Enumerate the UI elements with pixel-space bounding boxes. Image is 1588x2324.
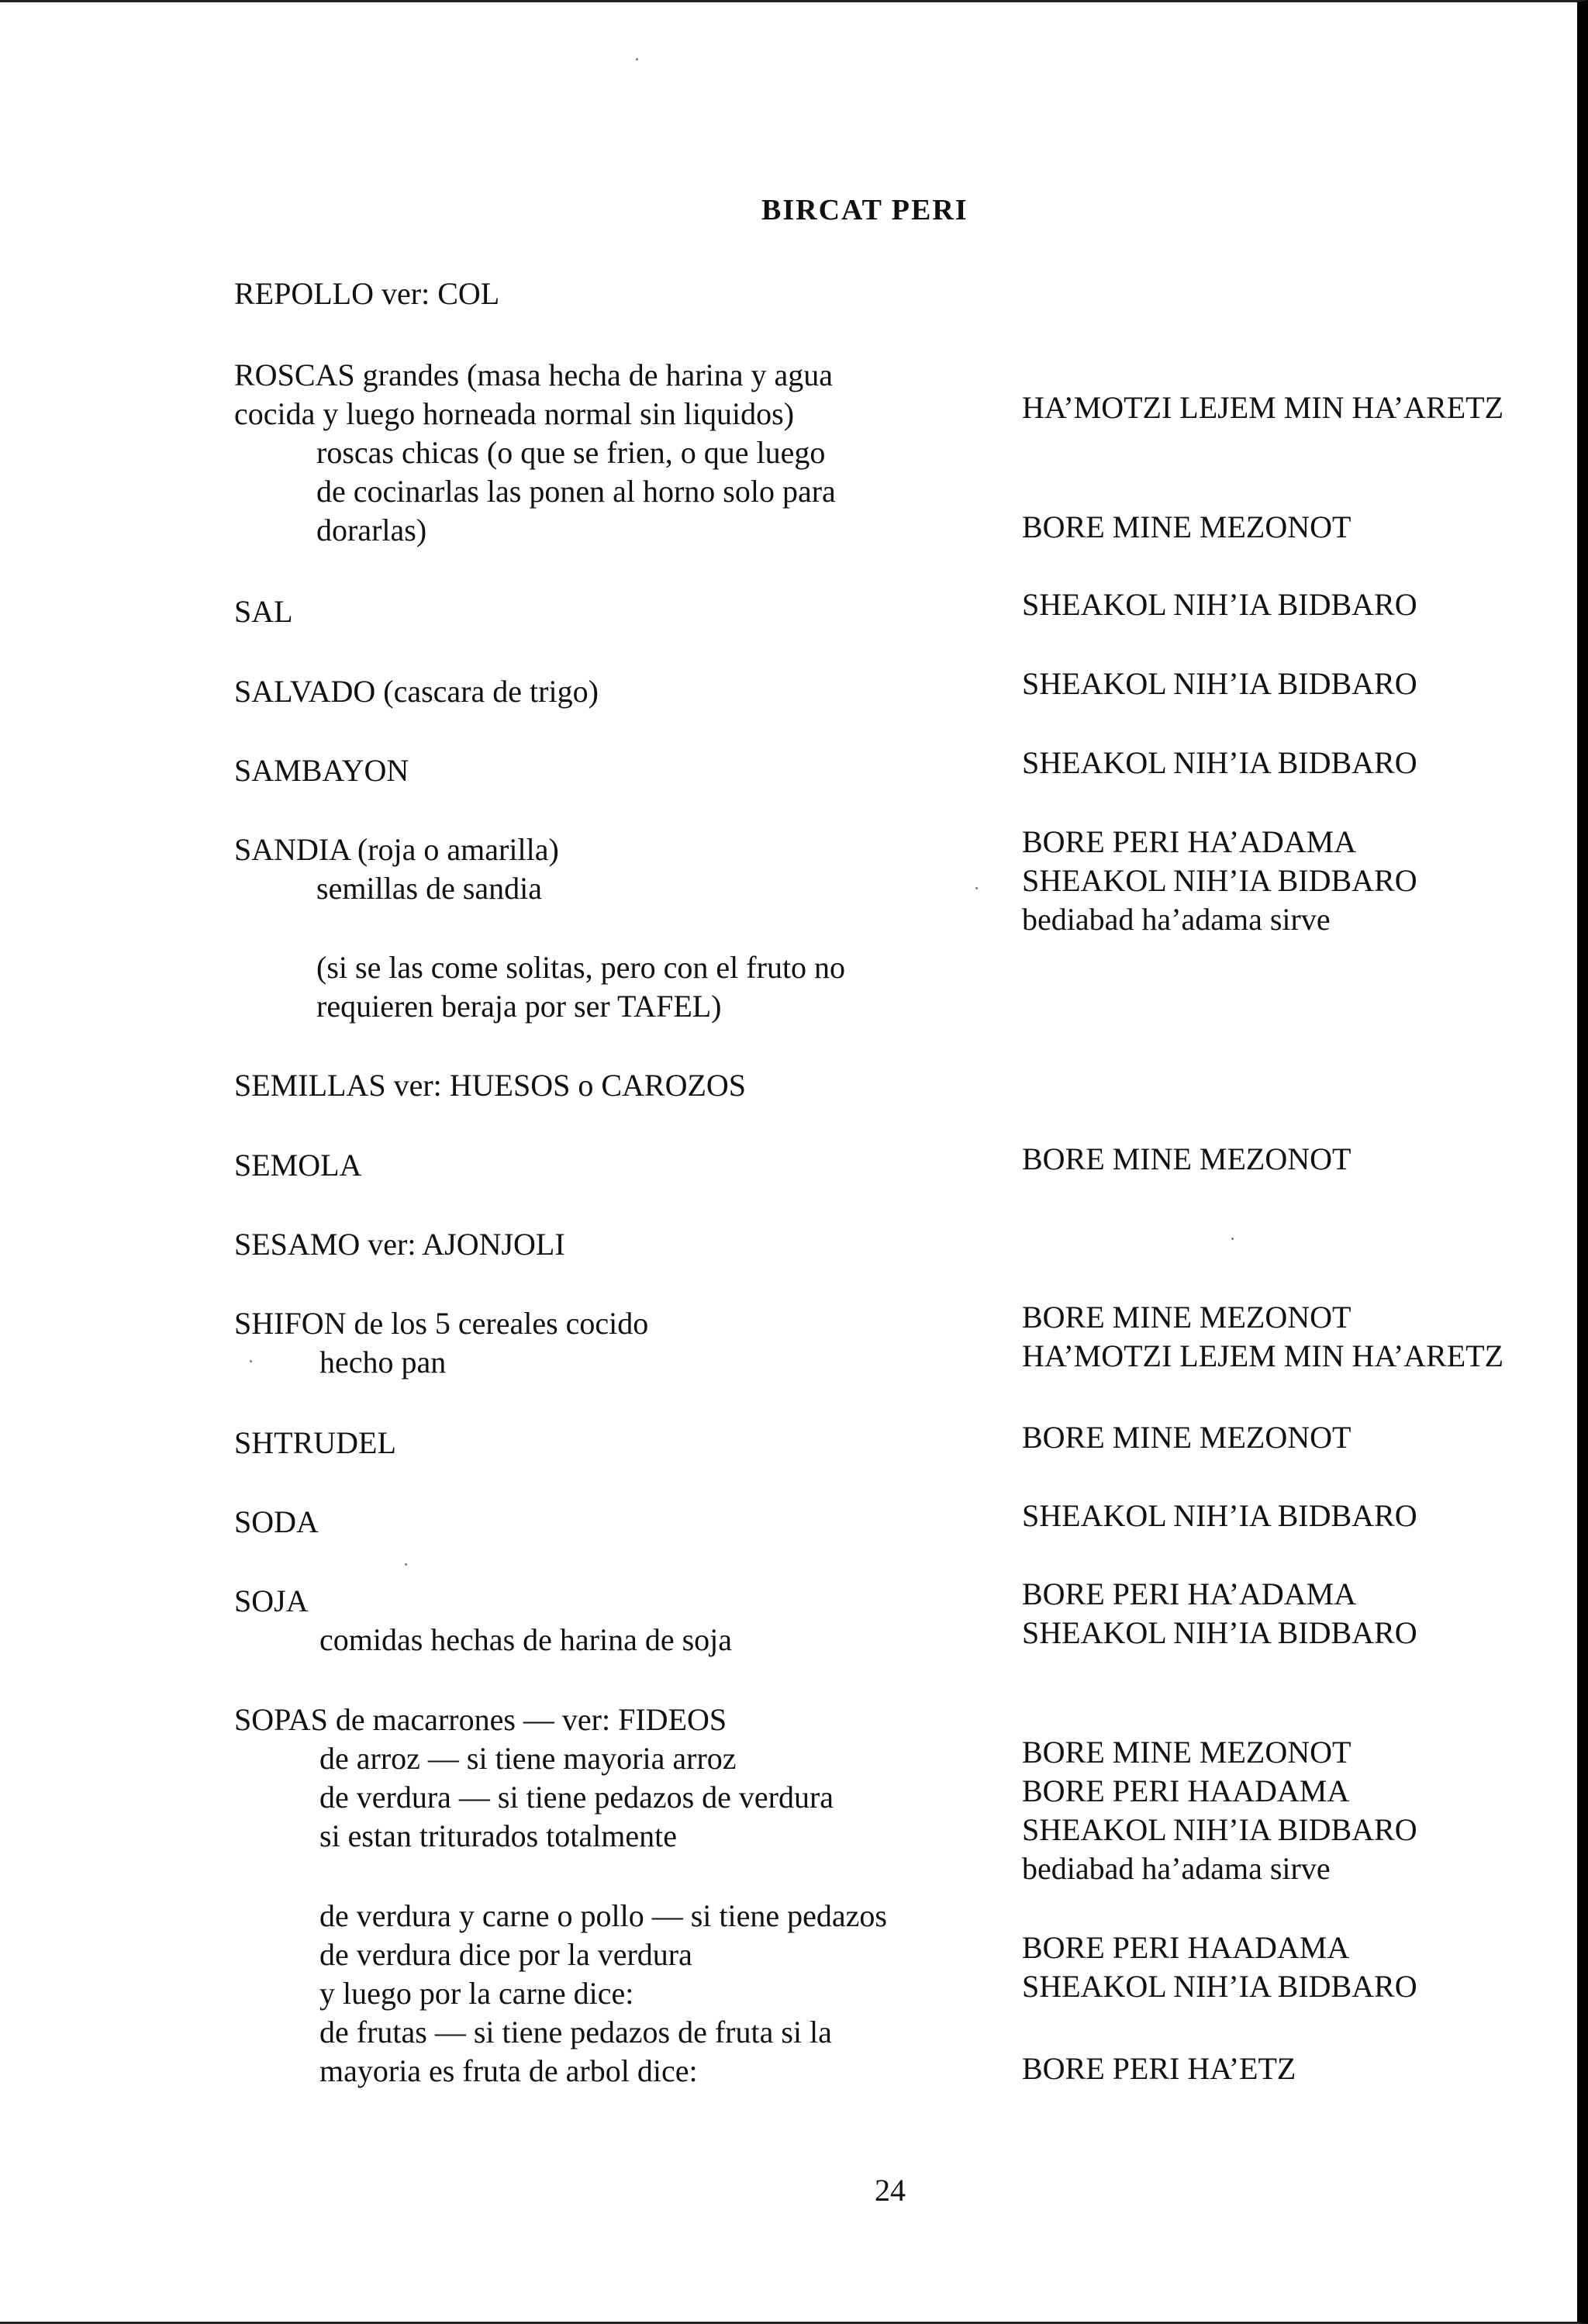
beraja-sopas-4: bediabad ha’adama sirve [1022,1851,1331,1886]
beraja-soda: SHEAKOL NIH’IA BIDBARO [1022,1498,1417,1533]
page-number: 24 [875,2173,906,2208]
scan-speck [1231,1238,1234,1240]
beraja-sopas-1: BORE MINE MEZONOT [1022,1735,1352,1770]
entry-sopas-line-8: de frutas — si tiene pedazos de fruta si la [319,2015,832,2049]
beraja-sambayon: SHEAKOL NIH’IA BIDBARO [1022,745,1417,780]
entry-sopas-line-9: mayoria es fruta de arbol dice: [319,2053,698,2088]
entry-repollo: REPOLLO ver: COL [234,276,500,311]
beraja-sopas-2: BORE PERI HAADAMA [1022,1773,1350,1808]
entry-semillas: SEMILLAS ver: HUESOS o CAROZOS [234,1068,747,1103]
entry-sopas-line-4: si estan triturados totalmente [319,1818,677,1853]
beraja-shifon-2: HA’MOTZI LEJEM MIN HA’ARETZ [1022,1338,1504,1373]
entry-sopas-line-7: y luego por la carne dice: [319,1976,634,2011]
entry-roscas-line-3: roscas chicas (o que se frien, o que luego [316,435,826,470]
entry-sandia-line-2: semillas de sandia [316,871,543,906]
entry-sambayon: SAMBAYON [234,753,409,788]
entry-sopas-line-3: de verdura — si tiene pedazos de verdura [319,1780,834,1815]
entry-roscas-line-2: cocida y luego horneada normal sin liquidos) [234,396,795,431]
entry-soda: SODA [234,1504,319,1539]
entry-sandia-line-3: (si se las come solitas, pero con el fruto no [316,950,846,985]
entry-shifon-line-1: SHIFON de los 5 cereales cocido [234,1306,649,1341]
entry-sandia-line-1: SANDIA (roja o amarilla) [234,832,559,867]
beraja-roscas-1: HA’MOTZI LEJEM MIN HA’ARETZ [1022,390,1504,425]
entry-sal: SAL [234,594,293,629]
beraja-soja-2: SHEAKOL NIH’IA BIDBARO [1022,1615,1417,1650]
beraja-sandia-3: bediabad ha’adama sirve [1022,902,1331,937]
entry-roscas-line-1: ROSCAS grandes (masa hecha de harina y agua [234,357,833,392]
beraja-shtrudel: BORE MINE MEZONOT [1022,1420,1352,1455]
entry-roscas-line-5: dorarlas) [316,513,427,547]
entry-soja-line-1: SOJA [234,1583,309,1618]
entry-sesamo: SESAMO ver: AJONJOLI [234,1227,565,1262]
entry-shifon-line-2: hecho pan [319,1345,447,1380]
entry-salvado: SALVADO (cascara de trigo) [234,674,599,709]
scan-speck [250,1360,252,1362]
entry-sopas-line-2: de arroz — si tiene mayoria arroz [319,1741,737,1776]
entry-sandia-line-4: requieren beraja por ser TAFEL) [316,989,722,1024]
scan-speck [405,1563,407,1566]
beraja-sopas-3: SHEAKOL NIH’IA BIDBARO [1022,1812,1417,1847]
scan-speck [636,58,638,60]
beraja-semola: BORE MINE MEZONOT [1022,1141,1352,1176]
entry-soja-line-2: comidas hechas de harina de soja [319,1622,733,1657]
beraja-sopas-5: BORE PERI HAADAMA [1022,1930,1350,1965]
entry-sopas-line-1: SOPAS de macarrones — ver: FIDEOS [234,1702,727,1737]
beraja-sandia-1: BORE PERI HA’ADAMA [1022,824,1357,859]
entry-shtrudel: SHTRUDEL [234,1425,396,1460]
beraja-salvado: SHEAKOL NIH’IA BIDBARO [1022,666,1417,701]
beraja-sopas-6: SHEAKOL NIH’IA BIDBARO [1022,1969,1417,2004]
beraja-soja-1: BORE PERI HA’ADAMA [1022,1576,1357,1611]
scan-speck [975,887,978,889]
entry-sopas-line-5: de verdura y carne o pollo — si tiene pedazos [319,1898,887,1933]
entry-roscas-line-4: de cocinarlas las ponen al horno solo para [316,474,836,509]
beraja-shifon-1: BORE MINE MEZONOT [1022,1300,1352,1335]
beraja-roscas-2: BORE MINE MEZONOT [1022,509,1352,544]
beraja-sandia-2: SHEAKOL NIH’IA BIDBARO [1022,863,1417,898]
entry-semola: SEMOLA [234,1148,362,1183]
page-title: BIRCAT PERI [761,194,968,226]
beraja-sal: SHEAKOL NIH’IA BIDBARO [1022,587,1417,622]
beraja-sopas-7: BORE PERI HA’ETZ [1022,2051,1296,2086]
entry-sopas-line-6: de verdura dice por la verdura [319,1937,692,1972]
